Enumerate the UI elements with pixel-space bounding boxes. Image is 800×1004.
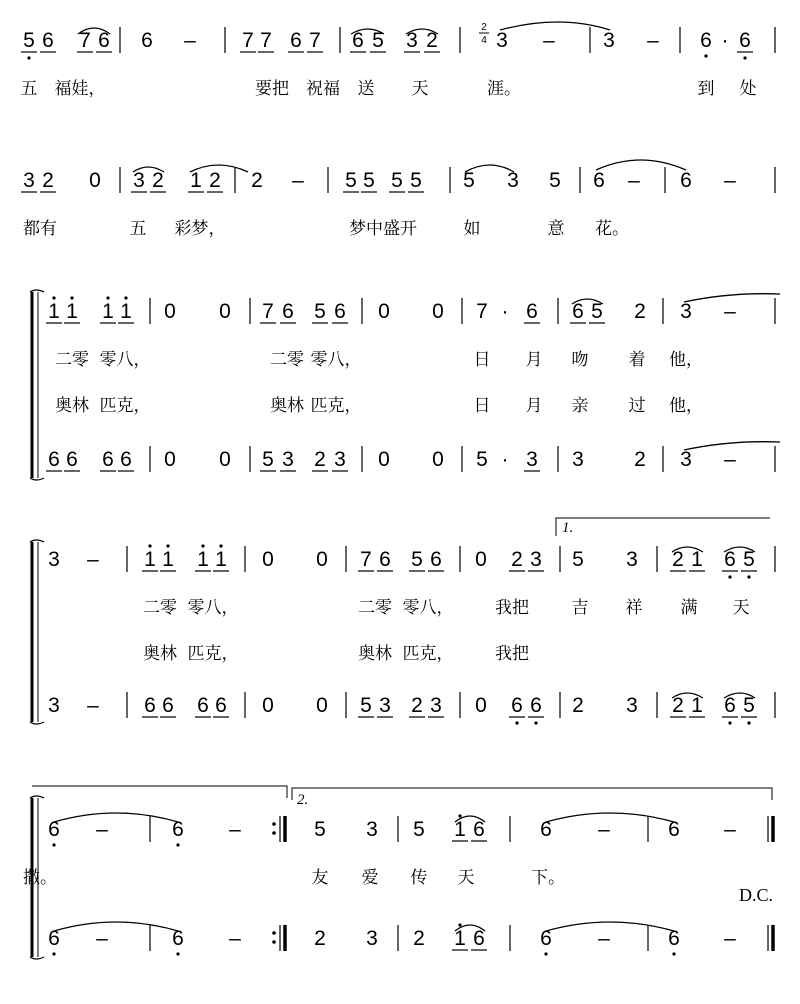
note: –	[724, 818, 736, 841]
tie	[546, 813, 674, 822]
high-octave-dot	[70, 296, 73, 299]
note: 3	[366, 927, 378, 950]
note: 6	[668, 927, 680, 950]
slurs	[54, 22, 780, 931]
low-octave-dot	[743, 56, 746, 59]
note: 2	[251, 169, 263, 192]
lyric: 零八，	[187, 598, 239, 618]
lyric: 到	[697, 79, 715, 99]
high-octave-dot	[219, 544, 222, 547]
lyric: 要把	[255, 79, 289, 99]
note: 7	[242, 29, 254, 52]
low-octave-dot	[52, 952, 55, 955]
lyric: 吉	[571, 598, 589, 618]
note: 1	[162, 548, 174, 571]
lyric: 奥林	[358, 644, 392, 664]
note: –	[229, 927, 241, 950]
lyric: 意	[547, 219, 565, 239]
note: ·	[501, 300, 509, 323]
lyric: 我把	[495, 644, 529, 664]
note: 5	[463, 169, 475, 192]
low-octave-dot	[176, 843, 179, 846]
note: 3	[406, 29, 418, 52]
note: 6	[172, 818, 184, 841]
note: 6	[739, 29, 751, 52]
high-octave-dot	[106, 296, 109, 299]
repeat-dot	[272, 822, 276, 826]
note: 7	[360, 548, 372, 571]
volta-1-label: 1.	[562, 520, 574, 536]
lyric: 奥林	[55, 396, 89, 416]
lyric: 五	[20, 79, 38, 99]
note: 3	[133, 169, 145, 192]
note: 1	[102, 300, 114, 323]
note: 2	[314, 927, 326, 950]
note: 6	[48, 818, 60, 841]
bracket-cap	[30, 478, 44, 480]
note: –	[628, 169, 640, 192]
lyric: 零八，	[310, 350, 362, 370]
lyric: 祥	[625, 598, 643, 618]
note: 6	[42, 29, 54, 52]
note: –	[724, 169, 736, 192]
note: 5	[410, 169, 422, 192]
note: 6	[98, 29, 110, 52]
volta-end-bracket	[32, 786, 287, 798]
note: 6	[379, 548, 391, 571]
low-octave-dot	[728, 575, 731, 578]
low-octave-dot	[27, 56, 30, 59]
note: 3	[680, 300, 692, 323]
note: 6	[572, 300, 584, 323]
lyric: 亲	[571, 396, 589, 416]
note: 5	[572, 548, 584, 571]
lyric: 五	[129, 219, 147, 239]
tie	[546, 922, 674, 931]
note: 3	[48, 548, 60, 571]
tie	[596, 160, 686, 170]
note: 1	[144, 548, 156, 571]
time-signature-top: 2	[481, 22, 487, 33]
lyric: 友	[311, 868, 329, 888]
lyric: 爱	[361, 868, 379, 888]
note: 6	[540, 927, 552, 950]
note: ·	[721, 29, 729, 52]
note: 0	[262, 694, 274, 717]
lyric: 下。	[531, 868, 565, 888]
note: 5	[314, 300, 326, 323]
note: –	[87, 548, 99, 571]
note: 2	[634, 300, 646, 323]
low-octave-dot	[515, 721, 518, 724]
lyric: 二零	[55, 350, 89, 370]
tie	[54, 922, 178, 931]
lyric: 撒。	[23, 868, 57, 888]
note: –	[598, 927, 610, 950]
lyric: 彩梦，	[174, 219, 226, 239]
note: 3	[507, 169, 519, 192]
note: 5	[262, 448, 274, 471]
note: 6	[352, 29, 364, 52]
note: 6	[724, 694, 736, 717]
note: 3	[334, 448, 346, 471]
note: 6	[473, 818, 485, 841]
note: 6	[700, 29, 712, 52]
note: –	[96, 927, 108, 950]
note: 6	[197, 694, 209, 717]
note: 6	[172, 927, 184, 950]
bracket-cap	[30, 957, 44, 959]
note: 1	[197, 548, 209, 571]
note: 6	[215, 694, 227, 717]
note: 5	[411, 548, 423, 571]
note: 5	[360, 694, 372, 717]
time-signature-bottom: 4	[481, 35, 487, 46]
low-octave-dot	[747, 721, 750, 724]
note: 6	[48, 927, 60, 950]
lyric: 日	[473, 396, 491, 416]
lyric: 匹克，	[187, 644, 239, 664]
low-octave-dot	[747, 575, 750, 578]
volta-2-label: 2.	[297, 792, 309, 808]
repeat-dot	[272, 940, 276, 944]
repeat-dot	[272, 931, 276, 935]
note: 6	[48, 448, 60, 471]
lyric: 二零	[270, 350, 304, 370]
volta-2-bracket	[292, 788, 772, 800]
note: 7	[262, 300, 274, 323]
note: 0	[219, 300, 231, 323]
note: 2	[426, 29, 438, 52]
note: 3	[603, 29, 615, 52]
note: –	[724, 448, 736, 471]
note: 5	[363, 169, 375, 192]
lyric: 匹克，	[99, 396, 151, 416]
lyric: 处	[739, 79, 757, 99]
repeat-dot	[272, 831, 276, 835]
note: 5	[743, 548, 755, 571]
lyric: 福娃，	[54, 79, 106, 99]
note: 6	[540, 818, 552, 841]
note: 5	[23, 29, 35, 52]
score-content	[21, 27, 776, 956]
note: 6	[66, 448, 78, 471]
note: 2	[413, 927, 425, 950]
note: 1	[454, 818, 466, 841]
note: 6	[593, 169, 605, 192]
note: –	[724, 927, 736, 950]
high-octave-dot	[124, 296, 127, 299]
lyric: 吻	[571, 350, 589, 370]
note: 2	[152, 169, 164, 192]
da-capo-mark: D.C.	[739, 885, 774, 905]
note: 2	[672, 548, 684, 571]
note: 2	[209, 169, 221, 192]
note: 1	[48, 300, 60, 323]
lyric: 二零	[358, 598, 392, 618]
note: 1	[66, 300, 78, 323]
lyric: 奥林	[143, 644, 177, 664]
lyric: 零八，	[402, 598, 454, 618]
note: 6	[334, 300, 346, 323]
note: 0	[164, 300, 176, 323]
time-signature	[479, 22, 489, 46]
note: 2	[672, 694, 684, 717]
note: 0	[164, 448, 176, 471]
lyric: 满	[680, 598, 698, 618]
note: –	[724, 300, 736, 323]
high-octave-dot	[148, 544, 151, 547]
lyric: 梦中盛开	[349, 219, 417, 239]
note: –	[543, 29, 555, 52]
low-octave-dot	[176, 952, 179, 955]
bracket-cap	[30, 290, 44, 292]
note: 5	[372, 29, 384, 52]
note: 5	[391, 169, 403, 192]
note: 6	[144, 694, 156, 717]
low-octave-dot	[728, 721, 731, 724]
high-octave-dot	[458, 923, 461, 926]
lyric: 涯。	[487, 79, 521, 99]
note: 5	[314, 818, 326, 841]
note: 0	[316, 548, 328, 571]
note: 6	[430, 548, 442, 571]
low-octave-dot	[52, 843, 55, 846]
note: 3	[23, 169, 35, 192]
lyric: 月	[525, 396, 543, 416]
note: 3	[626, 694, 638, 717]
low-octave-dot	[704, 54, 707, 57]
note: 6	[530, 694, 542, 717]
note: 5	[549, 169, 561, 192]
lyric: 天	[457, 868, 475, 888]
note: 1	[215, 548, 227, 571]
lyric: 天	[732, 598, 750, 618]
note: ·	[501, 448, 509, 471]
note: 2	[511, 548, 523, 571]
lyric: 如	[463, 219, 481, 239]
note: 6	[141, 29, 153, 52]
note: 0	[378, 448, 390, 471]
lyric: 月	[525, 350, 543, 370]
note: 7	[476, 300, 488, 323]
note: 6	[102, 448, 114, 471]
note: 0	[432, 448, 444, 471]
note: 6	[162, 694, 174, 717]
note: 3	[496, 29, 508, 52]
note: 2	[411, 694, 423, 717]
note: –	[96, 818, 108, 841]
lyric: 花。	[595, 219, 629, 239]
note: 6	[724, 548, 736, 571]
lyric: 都有	[23, 219, 57, 239]
note: 3	[366, 818, 378, 841]
note: –	[184, 29, 196, 52]
low-octave-dot	[672, 952, 675, 955]
note: 7	[260, 29, 272, 52]
high-octave-dot	[52, 296, 55, 299]
volta-1-bracket	[556, 518, 770, 536]
lyric: 奥林	[270, 396, 304, 416]
lyric: 我把	[495, 598, 529, 618]
note: –	[87, 694, 99, 717]
high-octave-dot	[458, 814, 461, 817]
lyric: 二零	[143, 598, 177, 618]
note: 6	[282, 300, 294, 323]
note: 6	[526, 300, 538, 323]
lyric: 零八，	[99, 350, 151, 370]
note: 3	[48, 694, 60, 717]
note: 3	[530, 548, 542, 571]
note: 7	[79, 29, 91, 52]
lyric: 天	[411, 79, 429, 99]
note: 1	[120, 300, 132, 323]
note: 0	[89, 169, 101, 192]
note: 3	[430, 694, 442, 717]
note: 5	[345, 169, 357, 192]
note: 6	[511, 694, 523, 717]
note: 3	[680, 448, 692, 471]
tie	[500, 22, 610, 30]
note: 5	[591, 300, 603, 323]
note: –	[292, 169, 304, 192]
lyric: 祝福	[306, 79, 340, 99]
lyric: 传	[410, 868, 428, 888]
note: 0	[475, 548, 487, 571]
note: 2	[42, 169, 54, 192]
note: 0	[316, 694, 328, 717]
lyric: 过	[628, 396, 646, 416]
note: 3	[572, 448, 584, 471]
note: 3	[282, 448, 294, 471]
lyric: 匹克，	[402, 644, 454, 664]
note: 3	[379, 694, 391, 717]
note: 6	[120, 448, 132, 471]
tie	[54, 813, 178, 822]
note: 5	[476, 448, 488, 471]
note: –	[647, 29, 659, 52]
note: 5	[413, 818, 425, 841]
lyric: 匹克，	[310, 396, 362, 416]
note: 2	[314, 448, 326, 471]
low-octave-dot	[544, 952, 547, 955]
note: 1	[691, 548, 703, 571]
lyric: 他，	[669, 396, 703, 416]
note: 7	[309, 29, 321, 52]
note: –	[598, 818, 610, 841]
high-octave-dot	[166, 544, 169, 547]
note: 2	[634, 448, 646, 471]
note: 6	[668, 818, 680, 841]
note: 0	[378, 300, 390, 323]
note: 6	[473, 927, 485, 950]
note: 2	[572, 694, 584, 717]
lyric: 送	[357, 79, 375, 99]
note: 0	[475, 694, 487, 717]
note: 0	[262, 548, 274, 571]
high-octave-dot	[201, 544, 204, 547]
note: –	[229, 818, 241, 841]
bracket-cap	[30, 722, 44, 724]
note: 1	[190, 169, 202, 192]
note: 5	[743, 694, 755, 717]
bracket-cap	[30, 796, 44, 798]
system-brackets	[30, 290, 44, 959]
lyric: 日	[473, 350, 491, 370]
note: 1	[454, 927, 466, 950]
lyric: 他，	[669, 350, 703, 370]
note: 0	[432, 300, 444, 323]
low-octave-dot	[534, 721, 537, 724]
note: 3	[626, 548, 638, 571]
note: 3	[526, 448, 538, 471]
lyric: 着	[628, 350, 646, 370]
bracket-cap	[30, 540, 44, 542]
note: 6	[290, 29, 302, 52]
note: 6	[680, 169, 692, 192]
note: 1	[691, 694, 703, 717]
note: 0	[219, 448, 231, 471]
